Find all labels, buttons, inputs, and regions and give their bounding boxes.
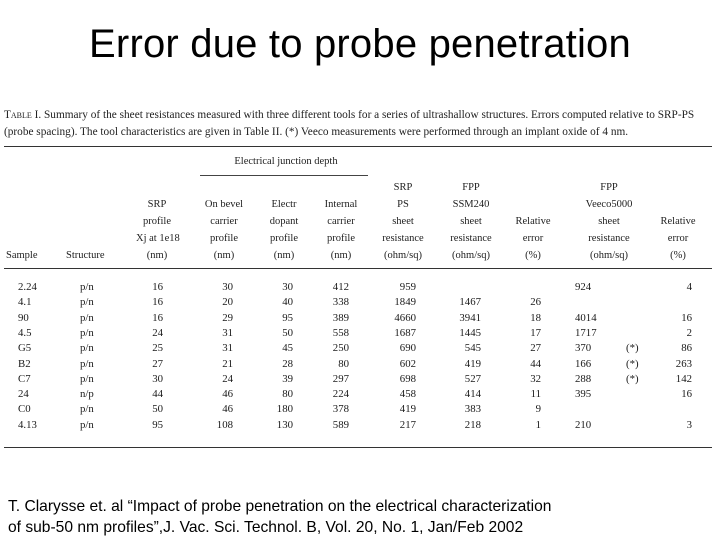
table-caption-lead: Table I. — [4, 109, 42, 121]
table-cell-rel1: 27 — [530, 342, 541, 355]
table-cell-structure: p/n — [80, 418, 94, 431]
column-header-srp-ps — [376, 179, 430, 264]
table-cell-electr: 40 — [282, 296, 293, 309]
column-header-srp-profile — [136, 196, 178, 264]
column-header-line: SRP — [147, 199, 167, 210]
column-header-line: Electr — [271, 199, 297, 210]
table-cell-sample: C7 — [18, 372, 31, 385]
table-cell-srp-ps: 698 — [399, 372, 416, 385]
table-caption-line-1 — [4, 107, 716, 124]
column-header-line: (nm) — [330, 250, 352, 261]
table-cell-sample: 4.13 — [18, 418, 37, 431]
table-cell-srp-profile: 24 — [152, 326, 163, 339]
table-cell-bevel: 24 — [222, 372, 233, 385]
table-cell-internal: 80 — [338, 357, 349, 370]
table-top-rule — [4, 146, 712, 147]
table-cell-rel2: 2 — [686, 326, 692, 339]
table-header-rule — [4, 268, 712, 269]
table-cell-fpp-veeco: 370 — [575, 342, 592, 355]
footer-citation-line-1: T. Clarysse et. al “Impact of probe penetration on the electrical characterization — [8, 498, 552, 515]
column-header-line: (nm) — [146, 250, 168, 261]
column-header-line: sheet — [598, 216, 620, 227]
table-cell-rel1: 1 — [535, 418, 541, 431]
table-cell-srp-ps: 419 — [399, 403, 416, 416]
table-cell-bevel: 21 — [222, 357, 233, 370]
table-cell-note: (*) — [626, 372, 639, 385]
column-header-line: (%) — [525, 250, 541, 261]
column-header-line: error — [667, 233, 689, 244]
table-cell-bevel: 46 — [222, 388, 233, 401]
table-cell-structure: p/n — [80, 326, 94, 339]
column-header-fpp-veeco — [574, 179, 644, 264]
table-cell-rel1: 17 — [530, 326, 541, 339]
table-cell-rel2: 4 — [686, 281, 692, 293]
slide-title: Error due to probe penetration — [89, 22, 631, 66]
table-cell-structure: p/n — [80, 357, 94, 370]
column-header-line: (ohm/sq) — [590, 250, 628, 261]
table-bottom-rule — [4, 447, 712, 448]
column-header-line: profile — [210, 233, 238, 244]
column-header-line: FPP — [600, 182, 618, 193]
table-cell-srp-ps: 959 — [399, 281, 416, 293]
table-cell-note: (*) — [626, 357, 639, 370]
column-header-line: sheet — [460, 216, 482, 227]
table-cell-rel2: 16 — [681, 388, 692, 401]
column-header-line: SSM240 — [452, 199, 490, 210]
table-cell-internal: 412 — [332, 281, 349, 293]
column-header-line: Xj at 1e18 — [136, 233, 180, 244]
table-cell-bevel: 31 — [222, 342, 233, 355]
table-cell-fpp-ssm: 3941 — [459, 311, 481, 324]
table-cell-srp-ps: 690 — [399, 342, 416, 355]
column-header-line: profile — [143, 216, 171, 227]
table-cell-bevel: 30 — [222, 281, 233, 293]
table-cell-srp-profile: 16 — [152, 281, 163, 293]
table-cell-note: (*) — [626, 342, 639, 355]
table-caption-text-1: Summary of the sheet resistances measured with three different tools for a series of ultrashallow structures. Errors computed relative to SRP-PS — [41, 109, 695, 121]
column-header-line: profile — [270, 233, 298, 244]
column-header-line: profile — [327, 233, 355, 244]
table-cell-rel1: 26 — [530, 296, 541, 309]
table-cell-fpp-ssm: 1445 — [459, 326, 481, 339]
column-header-electr — [262, 196, 306, 264]
column-header-line: (nm) — [273, 250, 295, 261]
table-cell-fpp-ssm: 414 — [464, 388, 481, 401]
table-caption — [4, 107, 716, 141]
column-header-line: Relative — [660, 216, 696, 227]
table-cell-structure: p/n — [80, 281, 94, 293]
table-cell-electr: 45 — [282, 342, 293, 355]
column-header-line: resistance — [382, 233, 424, 244]
span-header-rule — [200, 175, 368, 176]
column-header-line: Internal — [324, 199, 358, 210]
footer-citation — [8, 496, 714, 538]
table-cell-srp-profile: 16 — [152, 296, 163, 309]
table-cell-bevel: 46 — [222, 403, 233, 416]
table-cell-rel1: 44 — [530, 357, 541, 370]
column-header-line: PS — [397, 199, 409, 210]
table-cell-fpp-ssm: 218 — [464, 418, 481, 431]
table-cell-fpp-veeco: 1717 — [575, 326, 597, 339]
table-cell-structure: p/n — [80, 403, 94, 416]
column-header-line: (ohm/sq) — [452, 250, 490, 261]
table-cell-internal: 297 — [332, 372, 349, 385]
column-header-line: sheet — [392, 216, 414, 227]
column-header-line: Structure — [66, 250, 105, 261]
table-cell-sample: 90 — [18, 311, 29, 324]
table-cell-srp-ps: 1687 — [394, 326, 416, 339]
table-cell-fpp-veeco: 395 — [575, 388, 592, 401]
table-cell-rel1: 9 — [535, 403, 541, 416]
table-cell-sample: C0 — [18, 403, 31, 416]
table-cell-electr: 50 — [282, 326, 293, 339]
table-cell-fpp-ssm: 1467 — [459, 296, 481, 309]
column-header-bevel — [196, 196, 252, 264]
table-cell-fpp-ssm: 527 — [464, 372, 481, 385]
column-header-fpp-ssm — [440, 179, 502, 264]
table-cell-srp-ps: 602 — [399, 357, 416, 370]
table-cell-structure: n/p — [80, 388, 94, 401]
table-cell-rel2: 142 — [675, 372, 692, 385]
table-cell-rel2: 16 — [681, 311, 692, 324]
column-header-line: Relative — [515, 216, 551, 227]
table-cell-internal: 389 — [332, 311, 349, 324]
table-cell-srp-profile: 50 — [152, 403, 163, 416]
column-header-rel1 — [508, 213, 558, 264]
table-cell-srp-ps: 217 — [399, 418, 416, 431]
column-header-line: On bevel — [204, 199, 244, 210]
table-cell-srp-profile: 30 — [152, 372, 163, 385]
table-cell-fpp-veeco: 166 — [575, 357, 592, 370]
span-header-junction-depth: Electrical junction depth — [234, 156, 338, 167]
column-header-line: dopant — [269, 216, 299, 227]
column-header-line: (ohm/sq) — [384, 250, 422, 261]
table-cell-structure: p/n — [80, 342, 94, 355]
table-cell-electr: 39 — [282, 372, 293, 385]
table-cell-internal: 224 — [332, 388, 349, 401]
table-cell-srp-ps: 1849 — [394, 296, 416, 309]
table-cell-electr: 80 — [282, 388, 293, 401]
table-cell-rel2: 263 — [675, 357, 692, 370]
table-caption-line-2: (probe spacing). The tool characteristics are given in Table II. (*) Veeco measurements were performed through an implant oxide of 4 nm. — [4, 126, 629, 138]
table-cell-electr: 95 — [282, 311, 293, 324]
column-header-line: resistance — [450, 233, 492, 244]
table-cell-structure: p/n — [80, 311, 94, 324]
table-cell-electr: 130 — [276, 418, 293, 431]
table-cell-internal: 589 — [332, 418, 349, 431]
table-cell-fpp-veeco: 924 — [575, 281, 592, 293]
table-cell-structure: p/n — [80, 372, 94, 385]
table-cell-sample: G5 — [18, 342, 32, 355]
table-cell-srp-profile: 25 — [152, 342, 163, 355]
column-header-line: SRP — [393, 182, 413, 193]
table-cell-rel1: 11 — [530, 388, 541, 401]
table-cell-internal: 250 — [332, 342, 349, 355]
column-header-line: error — [522, 233, 544, 244]
table-cell-electr: 28 — [282, 357, 293, 370]
column-header-sample — [6, 247, 52, 264]
table-cell-electr: 180 — [276, 403, 293, 416]
table-cell-internal: 558 — [332, 326, 349, 339]
table-cell-srp-profile: 95 — [152, 418, 163, 431]
table-cell-fpp-ssm: 383 — [464, 403, 481, 416]
table-cell-bevel: 20 — [222, 296, 233, 309]
table-cell-fpp-veeco: 288 — [575, 372, 592, 385]
column-header-line: resistance — [588, 233, 630, 244]
table-cell-sample: B2 — [18, 357, 31, 370]
table-cell-bevel: 31 — [222, 326, 233, 339]
table-cell-bevel: 108 — [216, 418, 233, 431]
table-cell-bevel: 29 — [222, 311, 233, 324]
column-header-internal — [316, 196, 366, 264]
column-header-line: carrier — [210, 216, 238, 227]
table-cell-srp-profile: 44 — [152, 388, 163, 401]
table-cell-sample: 4.1 — [18, 296, 32, 309]
column-header-line: (%) — [670, 250, 686, 261]
table-cell-internal: 338 — [332, 296, 349, 309]
table-cell-srp-ps: 458 — [399, 388, 416, 401]
table-cell-sample: 2.24 — [18, 281, 37, 293]
table-cell-srp-ps: 4660 — [394, 311, 416, 324]
table-cell-fpp-ssm: 419 — [464, 357, 481, 370]
table-cell-rel1: 32 — [530, 372, 541, 385]
table-cell-srp-profile: 16 — [152, 311, 163, 324]
column-header-line: Sample — [6, 250, 38, 261]
table-cell-fpp-veeco: 210 — [575, 418, 592, 431]
table-cell-structure: p/n — [80, 296, 94, 309]
table-cell-electr: 30 — [282, 281, 293, 293]
table-cell-srp-profile: 27 — [152, 357, 163, 370]
table-cell-fpp-ssm: 545 — [464, 342, 481, 355]
table-cell-fpp-veeco: 4014 — [575, 311, 597, 324]
column-header-structure — [66, 247, 116, 264]
footer-citation-line-2: of sub-50 nm profiles”,J. Vac. Sci. Technol. B, Vol. 20, No. 1, Jan/Feb 2002 — [8, 519, 524, 536]
column-header-line: carrier — [327, 216, 355, 227]
column-header-line: (nm) — [213, 250, 235, 261]
table-cell-internal: 378 — [332, 403, 349, 416]
table-cell-rel2: 86 — [681, 342, 692, 355]
table-cell-sample: 24 — [18, 388, 29, 401]
table-cell-sample: 4.5 — [18, 326, 32, 339]
table-cell-rel2: 3 — [686, 418, 692, 431]
column-header-rel2 — [656, 213, 700, 264]
column-header-line: FPP — [462, 182, 480, 193]
table-cell-rel1: 18 — [530, 311, 541, 324]
column-header-line: Veeco5000 — [585, 199, 633, 210]
